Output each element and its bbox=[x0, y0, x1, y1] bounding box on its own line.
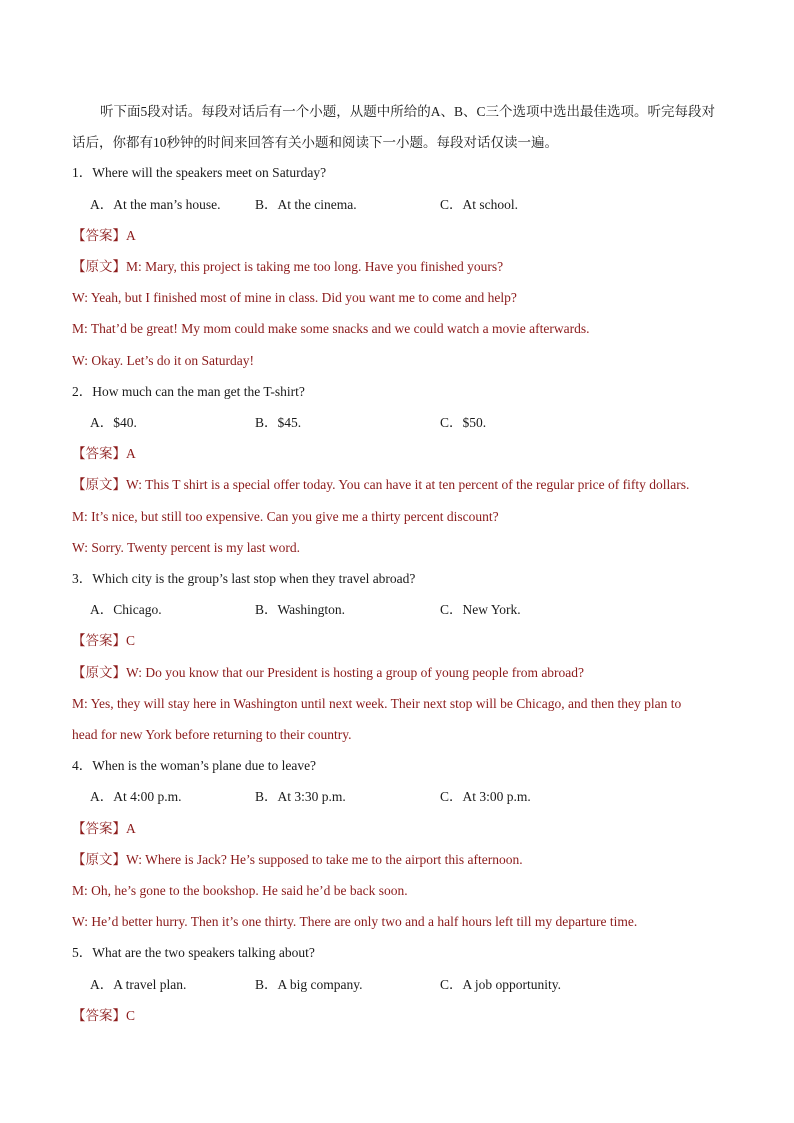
option-c: C．At school. bbox=[440, 197, 519, 212]
option-b: B．At the cinema. bbox=[255, 197, 357, 212]
question-number: 1． bbox=[72, 165, 93, 180]
answer-label: 【答案】 bbox=[72, 1008, 126, 1024]
question-3-answer bbox=[72, 632, 734, 650]
answer-value: A bbox=[126, 446, 136, 461]
answer-label: 【答案】 bbox=[72, 633, 126, 649]
question-3 bbox=[72, 570, 734, 588]
transcript-label: 【原文】 bbox=[72, 852, 126, 868]
answer-value: C bbox=[126, 1008, 136, 1023]
transcript-line: W: Sorry. Twenty percent is my last word. bbox=[72, 540, 301, 555]
transcript-text: W: Where is Jack? He’s supposed to take me to the airport this afternoon. bbox=[126, 852, 523, 867]
option-b: B．Washington. bbox=[255, 602, 346, 617]
question-1-answer bbox=[72, 227, 734, 245]
question-text: How much can the man get the T-shirt? bbox=[92, 384, 305, 399]
transcript-label: 【原文】 bbox=[72, 477, 126, 493]
transcript-line: W: Yeah, but I finished most of mine in class. Did you want me to come and help? bbox=[72, 290, 517, 305]
transcript-line: M: Yes, they will stay here in Washington until next week. Their next stop will be Chicago, and then they plan to bbox=[72, 696, 682, 711]
answer-value: C bbox=[126, 633, 136, 648]
question-1-transcript-line bbox=[72, 258, 734, 276]
transcript-line: head for new York before returning to their country. bbox=[72, 727, 352, 742]
question-4 bbox=[72, 757, 734, 775]
answer-label: 【答案】 bbox=[72, 228, 126, 244]
transcript-text: W: Do you know that our President is hosting a group of young people from abroad? bbox=[126, 665, 585, 680]
question-4-transcript-line bbox=[72, 851, 734, 869]
question-text: Where will the speakers meet on Saturday? bbox=[92, 165, 327, 180]
transcript-text: M: Mary, this project is taking me too long. Have you finished yours? bbox=[126, 259, 504, 274]
transcript-line: M: It’s nice, but still too expensive. Can you give me a thirty percent discount? bbox=[72, 509, 499, 524]
question-2 bbox=[72, 383, 734, 401]
instructions-paragraph: 听下面5段对话。每段对话后有一个小题，从题中所给的A、B、C三个选项中选出最佳选项。听完每段对话后，你都有10秒钟的时间来回答有关小题和阅读下一小题。每段对话仅读一遍。 bbox=[72, 104, 716, 150]
transcript-line: M: That’d be great! My mom could make some snacks and we could watch a movie afterwards. bbox=[72, 321, 590, 336]
question-number: 2． bbox=[72, 384, 93, 399]
option-a: A．At 4:00 p.m. bbox=[90, 789, 182, 804]
question-2-transcript-line bbox=[72, 476, 734, 494]
transcript-line: W: Okay. Let’s do it on Saturday! bbox=[72, 353, 254, 368]
question-text: Which city is the group’s last stop when they travel abroad? bbox=[92, 571, 416, 586]
option-a: A．$40. bbox=[90, 415, 137, 430]
option-c: C．At 3:00 p.m. bbox=[440, 789, 531, 804]
option-a: A．At the man’s house. bbox=[90, 197, 221, 212]
question-3-transcript-line bbox=[72, 664, 734, 682]
question-number: 3． bbox=[72, 571, 93, 586]
answer-label: 【答案】 bbox=[72, 821, 126, 837]
question-2-answer bbox=[72, 445, 734, 463]
transcript-line: W: He’d better hurry. Then it’s one thirty. There are only two and a half hours left till my departure time. bbox=[72, 914, 638, 929]
question-text: When is the woman’s plane due to leave? bbox=[92, 758, 317, 773]
question-text: What are the two speakers talking about? bbox=[92, 945, 315, 960]
transcript-label: 【原文】 bbox=[72, 665, 126, 681]
transcript-line: M: Oh, he’s gone to the bookshop. He said he’d be back soon. bbox=[72, 883, 408, 898]
option-c: C．$50. bbox=[440, 415, 487, 430]
answer-value: A bbox=[126, 228, 136, 243]
question-5 bbox=[72, 944, 734, 962]
option-c: C．New York. bbox=[440, 602, 521, 617]
question-1 bbox=[72, 164, 734, 182]
option-b: B．$45. bbox=[255, 415, 302, 430]
option-c: C．A job opportunity. bbox=[440, 977, 562, 992]
option-a: A．A travel plan. bbox=[90, 977, 187, 992]
option-b: B．At 3:30 p.m. bbox=[255, 789, 346, 804]
transcript-text: W: This T shirt is a special offer today. You can have it at ten percent of the regular price of fifty dollars. bbox=[126, 477, 690, 492]
answer-label: 【答案】 bbox=[72, 446, 126, 462]
option-b: B．A big company. bbox=[255, 977, 363, 992]
question-number: 5． bbox=[72, 945, 93, 960]
answer-value: A bbox=[126, 821, 136, 836]
question-number: 4． bbox=[72, 758, 93, 773]
question-5-answer bbox=[72, 1007, 734, 1025]
transcript-label: 【原文】 bbox=[72, 259, 126, 275]
option-a: A．Chicago. bbox=[90, 602, 162, 617]
question-4-answer bbox=[72, 820, 734, 838]
